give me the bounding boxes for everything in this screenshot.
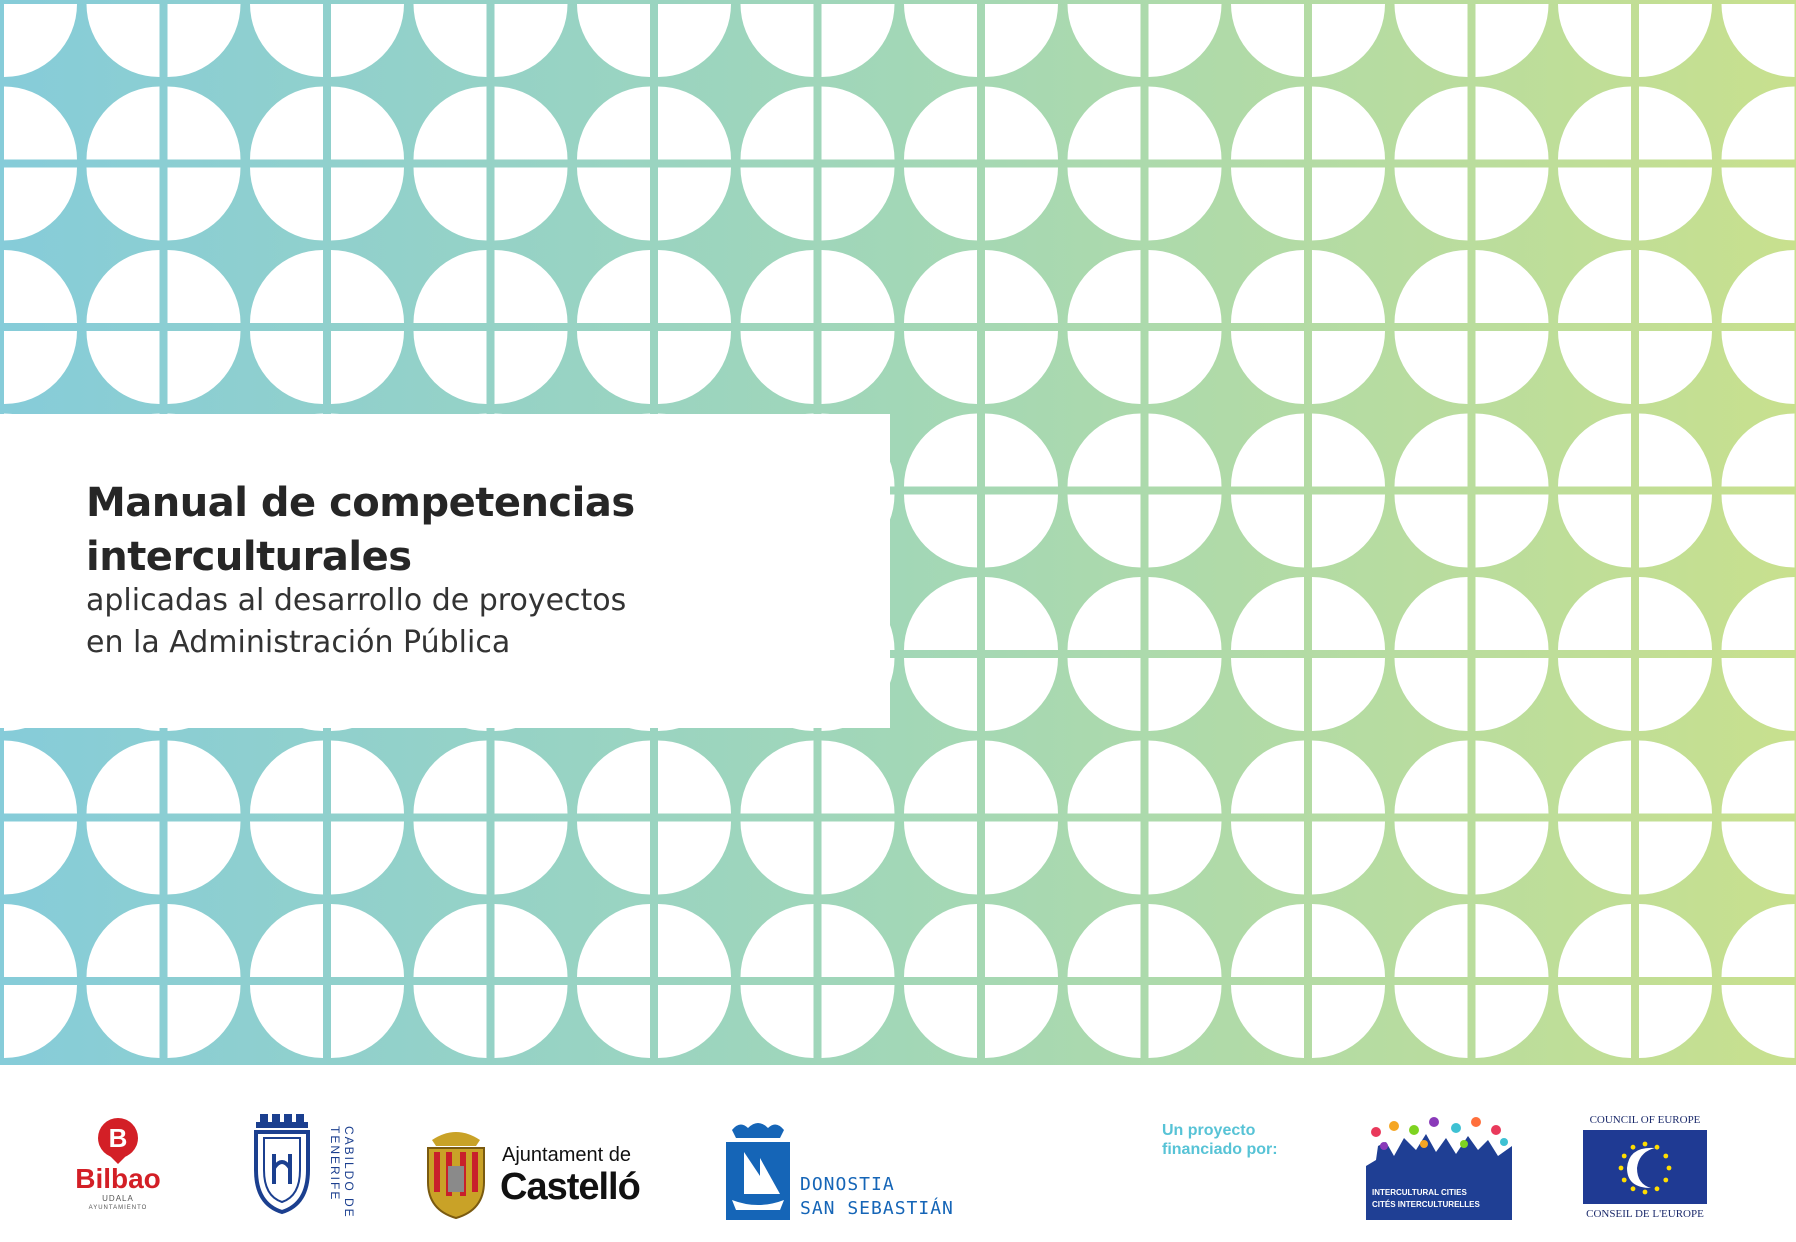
- coe-star: [1655, 1145, 1660, 1150]
- bilbao-sub1: UDALA: [102, 1194, 134, 1203]
- donostia-line-1: DONOSTIA: [800, 1174, 895, 1195]
- bilbao-sub2: AYUNTAMIENTO: [88, 1205, 148, 1211]
- council-of-europe-flag-icon: [1581, 1128, 1709, 1206]
- coe-bottom-label: CONSEIL DE L'EUROPE: [1586, 1208, 1704, 1220]
- donostia-logo: [724, 1118, 964, 1224]
- icc-line-2: CITÉS INTERCULTURELLES: [1372, 1200, 1480, 1209]
- bilbao-b-icon: B: [98, 1118, 138, 1158]
- castello-line-2: Castelló: [500, 1166, 640, 1208]
- coe-star: [1631, 1186, 1636, 1191]
- coe-star: [1655, 1186, 1660, 1191]
- coe-star: [1643, 1142, 1648, 1147]
- title-line-2: interculturales: [86, 534, 412, 580]
- castello-logo: [418, 1126, 638, 1221]
- coe-star: [1663, 1178, 1668, 1183]
- coe-star: [1622, 1154, 1627, 1159]
- coe-star: [1619, 1166, 1624, 1171]
- subtitle-line-1: aplicadas al desarrollo de proyectos: [86, 583, 627, 618]
- coe-star: [1663, 1154, 1668, 1159]
- subtitle-line-2: en la Administración Pública: [86, 625, 511, 660]
- cabildo-tenerife-logo: [244, 1112, 356, 1222]
- document-title: [86, 476, 846, 584]
- tenerife-name: CABILDO DE TENERIFE: [328, 1126, 356, 1219]
- coe-star: [1643, 1190, 1648, 1195]
- document-subtitle: [86, 580, 846, 664]
- bilbao-logo: [68, 1118, 168, 1228]
- coe-star: [1667, 1166, 1672, 1171]
- donostia-ship-icon: [724, 1118, 792, 1224]
- donostia-line-2: SAN SEBASTIÁN: [800, 1198, 954, 1219]
- bilbao-name: Bilbao: [75, 1163, 161, 1194]
- tenerife-shield-icon: [244, 1112, 324, 1218]
- financed-by-label: [1162, 1121, 1332, 1159]
- title-line-1: Manual de competencias: [86, 480, 635, 526]
- coe-star: [1631, 1145, 1636, 1150]
- financed-line-1: Un proyecto: [1162, 1122, 1256, 1139]
- intercultural-cities-logo: [1364, 1116, 1524, 1220]
- coe-top-label: COUNCIL OF EUROPE: [1589, 1114, 1701, 1126]
- financed-line-2: financiado por:: [1162, 1141, 1278, 1158]
- icc-line-1: INTERCULTURAL CITIES: [1372, 1188, 1467, 1197]
- coe-star: [1622, 1178, 1627, 1183]
- castello-line-1: Ajuntament de: [502, 1144, 631, 1166]
- castello-coat-of-arms-icon: [418, 1126, 494, 1221]
- council-of-europe-logo: [1578, 1114, 1712, 1222]
